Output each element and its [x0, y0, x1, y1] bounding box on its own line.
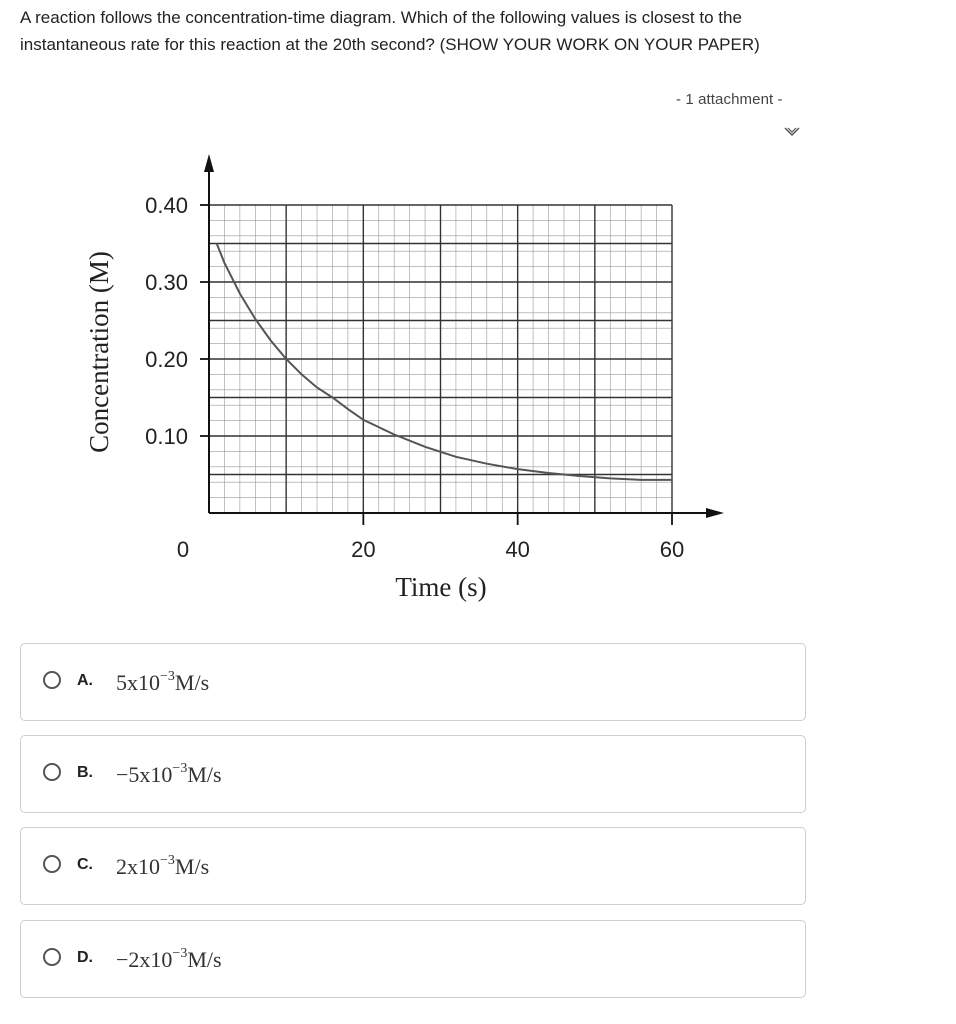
- chart-axes: [204, 154, 724, 518]
- choice-value: $2x10^{-3}M/s$: [116, 853, 210, 879]
- choice-letter: B.: [77, 764, 93, 781]
- radio-icon[interactable]: [43, 763, 61, 781]
- choice-letter: D.: [77, 949, 93, 966]
- choice-c[interactable]: [20, 827, 806, 905]
- y-tick-label: 0.40: [145, 193, 188, 218]
- y-tick-label: 0.30: [145, 270, 188, 295]
- choice-value: $-2x10^{-3}M/s$: [116, 946, 222, 972]
- choice-a[interactable]: [20, 643, 806, 721]
- question-text: A reaction follows the concentration-time diagram. Which of the following values is closest to the instantaneous rate for this reaction at the 20th second? (SHOW YOUR WORK ON YOUR PAPER): [20, 8, 760, 54]
- choice-value: $-5x10^{-3}M/s$: [116, 761, 222, 787]
- choice-b[interactable]: [20, 735, 806, 813]
- choice-letter: C.: [77, 856, 93, 873]
- y-axis-arrow: [204, 154, 214, 172]
- chevron-down-icon[interactable]: [783, 125, 801, 139]
- x-tick-label: 40: [505, 537, 530, 562]
- radio-icon[interactable]: [43, 671, 61, 689]
- x-tick-label: 0: [176, 537, 190, 562]
- y-tick-label: 0.10: [145, 424, 188, 449]
- choice-d[interactable]: [20, 920, 806, 998]
- y-axis-label: Concentration (M): [84, 251, 114, 453]
- choice-letter: A.: [77, 672, 93, 689]
- choice-value: $5x10^{-3}M/s$: [116, 669, 210, 695]
- y-tick-label: 0.20: [145, 347, 188, 372]
- radio-icon[interactable]: [43, 948, 61, 966]
- radio-icon[interactable]: [43, 855, 61, 873]
- x-tick-label: 60: [659, 537, 685, 562]
- concentration-time-chart: [0, 140, 760, 620]
- chart-ticks: [145, 193, 684, 562]
- concentration-curve: [217, 244, 672, 480]
- x-axis-arrow: [706, 508, 724, 518]
- x-tick-label: 20: [351, 537, 376, 562]
- x-axis-label: Time (s): [395, 572, 487, 602]
- attachment-label[interactable]: - 1 attachment -: [676, 91, 783, 108]
